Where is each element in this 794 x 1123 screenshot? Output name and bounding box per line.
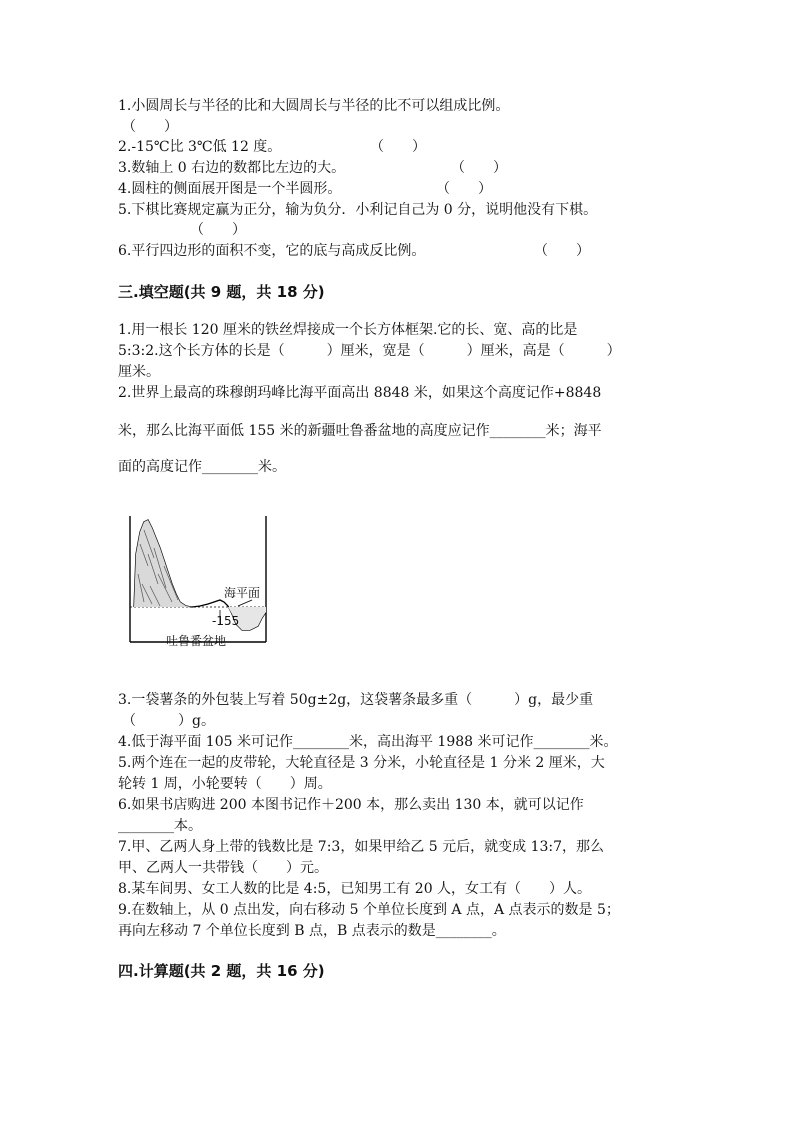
fill-q3-line-2: （ ）g。 [122, 713, 215, 729]
tf-item-4 [118, 179, 492, 199]
fill-q1-line-2: 5:3:2.这个长方体的长是（ ）厘米，宽是（ ）厘米，高是（ ） [118, 343, 621, 359]
elevation-figure [128, 514, 270, 654]
basin-label: 吐鲁番盆地 [166, 634, 227, 648]
fill-q1-line-3: 厘米。 [118, 364, 160, 380]
tf-item-5: 5.下棋比赛规定赢为正分，输为负分．小利记自己为 0 分，说明他没有下棋。 [118, 202, 598, 218]
fill-q6-line-1: 6.如果书店购进 200 本图书记作＋200 本，那么卖出 130 本，就可以记作 [118, 797, 584, 813]
tf-item-6-answer[interactable]: （ ） [534, 243, 590, 259]
fill-q2-line-1: 2.世界上最高的珠穆朗玛峰比海平面高出 8848 米，如果这个高度记作+8848 [118, 385, 602, 401]
fill-q5-line-1: 5.两个连在一起的皮带轮，大轮直径是 3 分米，小轮直径是 1 分米 2 厘米，大 [118, 755, 605, 771]
tf-item-1-answer[interactable]: （ ） [122, 119, 178, 135]
tf-item-2-answer[interactable]: （ ） [370, 139, 426, 155]
tf-item-2-text: 2.-15℃比 3℃低 12 度。 [118, 139, 282, 155]
tf-item-2 [118, 137, 426, 157]
fill-q9-line-1: 9.在数轴上，从 0 点出发，向右移动 5 个单位长度到 A 点，A 点表示的数是 5； [118, 902, 620, 918]
tf-item-6 [118, 241, 590, 261]
fill-q7-line-1: 7.甲、乙两人身上带的钱数比是 7:3，如果甲给乙 5 元后，就变成 13:7，那么 [118, 839, 605, 855]
section-3-heading: 三.填空题(共 9 题，共 18 分) [118, 283, 325, 301]
section-4-heading: 四.计算题(共 2 题，共 16 分) [118, 962, 325, 980]
fill-q4: 4.低于海平面 105 米可记作________米，高出海平 1988 米可记作________米。 [118, 734, 618, 750]
tf-item-6-text: 6.平行四边形的面积不变，它的底与高成反比例。 [118, 243, 426, 259]
fill-q2-line-2: 米，那么比海平面低 155 米的新疆吐鲁番盆地的高度应记作________米；海平 [118, 423, 602, 439]
tf-item-3 [118, 158, 507, 178]
tf-item-4-text: 4.圆柱的侧面展开图是一个半圆形。 [118, 181, 342, 197]
fill-q2-line-3: 面的高度记作________米。 [118, 459, 286, 475]
tf-item-1: 1.小圆周长与半径的比和大圆周长与半径的比不可以组成比例。 [118, 98, 510, 114]
tf-item-4-answer[interactable]: （ ） [436, 181, 492, 197]
fill-q8: 8.某车间男、女工人数的比是 4:5，已知男工有 20 人，女工有（ ）人。 [118, 881, 592, 897]
tf-item-3-text: 3.数轴上 0 右边的数都比左边的大。 [118, 160, 346, 176]
sea-level-label: 海平面 [224, 586, 261, 600]
tf-item-3-answer[interactable]: （ ） [451, 160, 507, 176]
fill-q9-line-2: 再向左移动 7 个单位长度到 B 点，B 点表示的数是________。 [118, 923, 506, 939]
fill-q1-line-1: 1.用一根长 120 厘米的铁丝焊接成一个长方体框架.它的长、宽、高的比是 [118, 322, 578, 338]
fill-q6-line-2: ________本。 [118, 818, 202, 834]
fill-q3-line-1: 3.一袋薯条的外包装上写着 50g±2g，这袋薯条最多重（ ）g，最少重 [118, 692, 594, 708]
fill-q7-line-2: 甲、乙两人一共带钱（ ）元。 [118, 860, 328, 876]
depth-label: -155 [212, 614, 240, 628]
tf-item-5-answer[interactable]: （ ） [190, 222, 246, 238]
fill-q5-line-2: 轮转 1 周，小轮要转（ ）周。 [118, 776, 332, 792]
